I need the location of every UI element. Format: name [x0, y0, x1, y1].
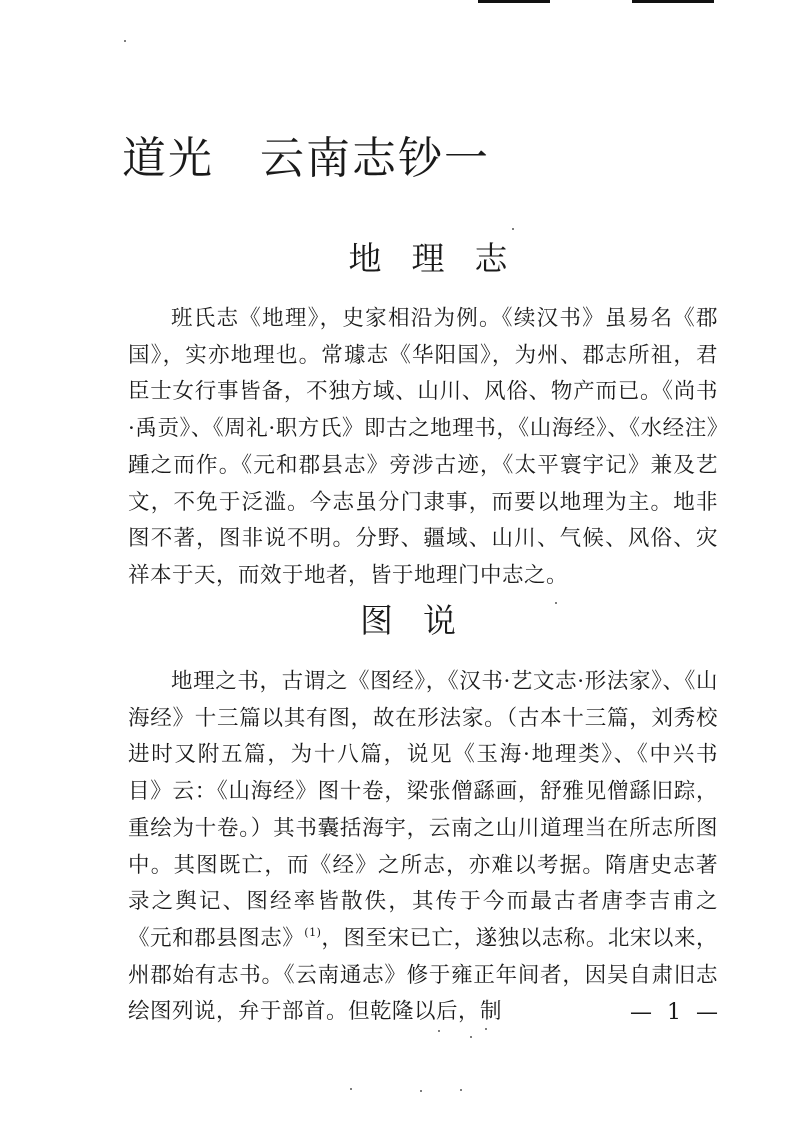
paragraph-maps-text-a: 地理之书，古谓之《图经》，《汉书·艺文志·形法家》、《山海经》十三篇以其有图，故在形法家。（古本十三篇，刘秀校进时又附五篇，为十八篇，说见《玉海·地理类》、《中兴书目》云：《山海经》图十卷，梁张僧繇画，舒雅见僧繇旧踪，重绘为十卷。）其书囊括海宇，云南之山川道理当在所志所图中。其图既亡，而《经》之所志，亦难以考据。隋唐史志著录之舆记、图经率皆散佚，其传于今而最古者唐李吉甫之《元和郡县图志》	[128, 669, 718, 951]
book-title	[122, 122, 490, 186]
paragraph-geography: 班氏志《地理》，史家相沿为例。《续汉书》虽易名《郡国》，实亦地理也。常璩志《华阳国》，为州、郡志所祖，君臣士女行事皆备，不独方域、山川、风俗、物产而已。《尚书·禹贡》、《周礼·职方氏》即古之地理书，《山海经》、《水经注》踵之而作。《元和郡县志》旁涉古迹，《太平寰宇记》兼及艺文，不免于泛滥。今志虽分门隶事，而要以地理为主。地非图不著，图非说不明。分野、疆域、山川、气候、风俗、灾祥本于天，而效于地者，皆于地理门中志之。	[128, 306, 718, 588]
top-edge-rule-right	[632, 0, 714, 3]
scan-speck	[438, 1030, 440, 1032]
scan-speck	[555, 602, 557, 604]
scan-speck	[420, 1090, 422, 1092]
scan-speck	[124, 40, 126, 42]
footnote-marker: (1)	[304, 925, 322, 939]
scan-speck	[460, 1089, 462, 1091]
scan-speck	[350, 1088, 352, 1090]
book-title-era: 道光	[122, 133, 214, 184]
scan-speck	[512, 228, 514, 230]
paragraph-maps	[128, 664, 718, 1031]
page-number: — 1 —	[630, 1000, 722, 1025]
section-heading-maps: 图说	[360, 601, 486, 640]
scan-speck	[470, 1036, 472, 1038]
top-edge-rule-left	[478, 0, 550, 3]
scan-speck	[485, 1028, 487, 1030]
section-heading-geography: 地理志	[348, 239, 538, 278]
book-title-name: 云南志钞一	[260, 133, 490, 184]
paragraph-maps-text-b: ，图至宋已亡，遂独以志称。北宋以来，州郡始有志书。《云南通志》修于雍正年间者，因吴自肃旧志绘图列说，弁于部首。但乾隆以后，制	[128, 925, 718, 1025]
